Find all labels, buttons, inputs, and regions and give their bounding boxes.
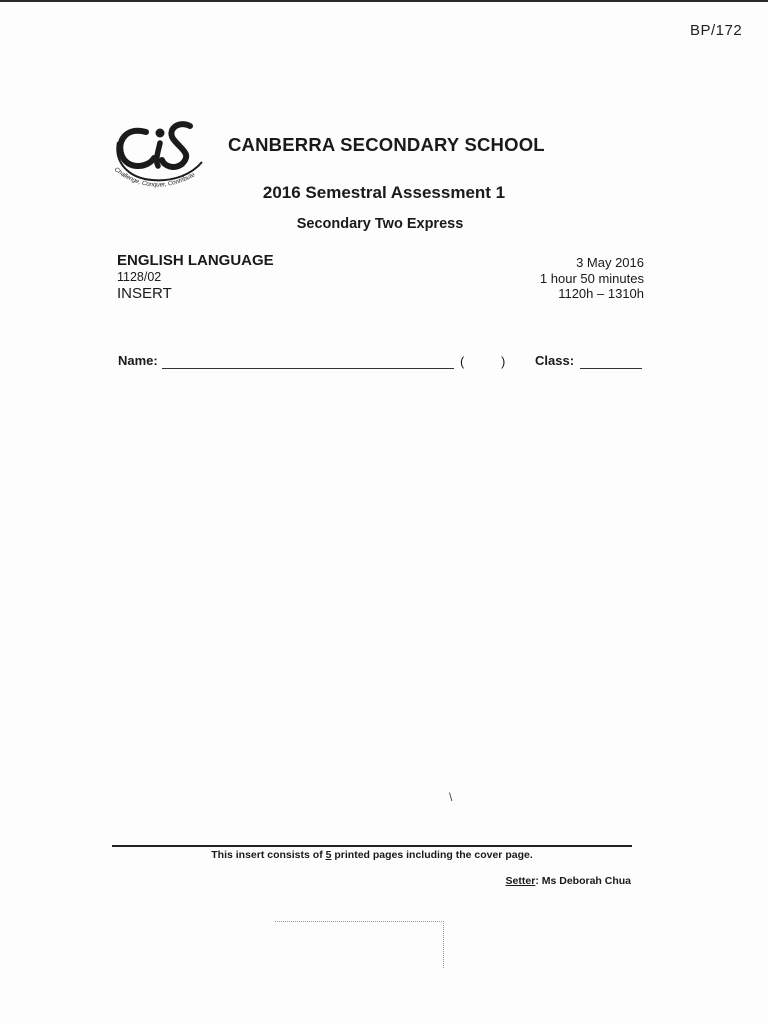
logo-c-stroke [120, 131, 154, 166]
scan-artifact-box [275, 921, 444, 968]
exam-details [540, 255, 644, 302]
page-count-suffix: printed pages including the cover page. [331, 849, 533, 861]
page-count-prefix: This insert consists of [211, 849, 326, 861]
footer-divider [112, 845, 632, 847]
page-count-number: 5 [325, 849, 332, 861]
exam-duration: 1 hour 50 minutes [539, 270, 644, 286]
stray-pen-mark: \ [449, 790, 453, 804]
setter-line [506, 875, 631, 887]
class-label: Class: [535, 353, 575, 368]
exam-time: 1120h – 1310h [558, 286, 644, 301]
logo-s-stroke [162, 124, 190, 167]
paper-code: 1128/02 [117, 270, 162, 284]
page-count-note [0, 849, 744, 861]
document-code: BP/172 [690, 22, 743, 39]
name-label: Name: [118, 353, 158, 368]
page-top-edge [0, 0, 768, 2]
setter-label: Setter [505, 875, 536, 887]
level-label: Secondary Two Express [296, 216, 464, 232]
assessment-title: 2016 Semestral Assessment 1 [262, 183, 506, 202]
name-field-line[interactable] [162, 368, 454, 369]
index-number-close: ) [501, 354, 506, 369]
paper-type: INSERT [117, 285, 172, 302]
school-name: CANBERRA SECONDARY SCHOOL [228, 134, 545, 155]
index-number-open: ( [460, 354, 465, 369]
subject-title: ENGLISH LANGUAGE [117, 252, 274, 269]
logo-i-stroke [157, 143, 160, 166]
class-field-line[interactable] [580, 368, 642, 369]
logo-dot [156, 129, 165, 138]
svg-text:Challenge, Conquer, Contribute: Challenge, Conquer, Contribute [112, 166, 197, 189]
setter-name: : Ms Deborah Chua [535, 875, 631, 887]
exam-date: 3 May 2016 [576, 255, 644, 270]
